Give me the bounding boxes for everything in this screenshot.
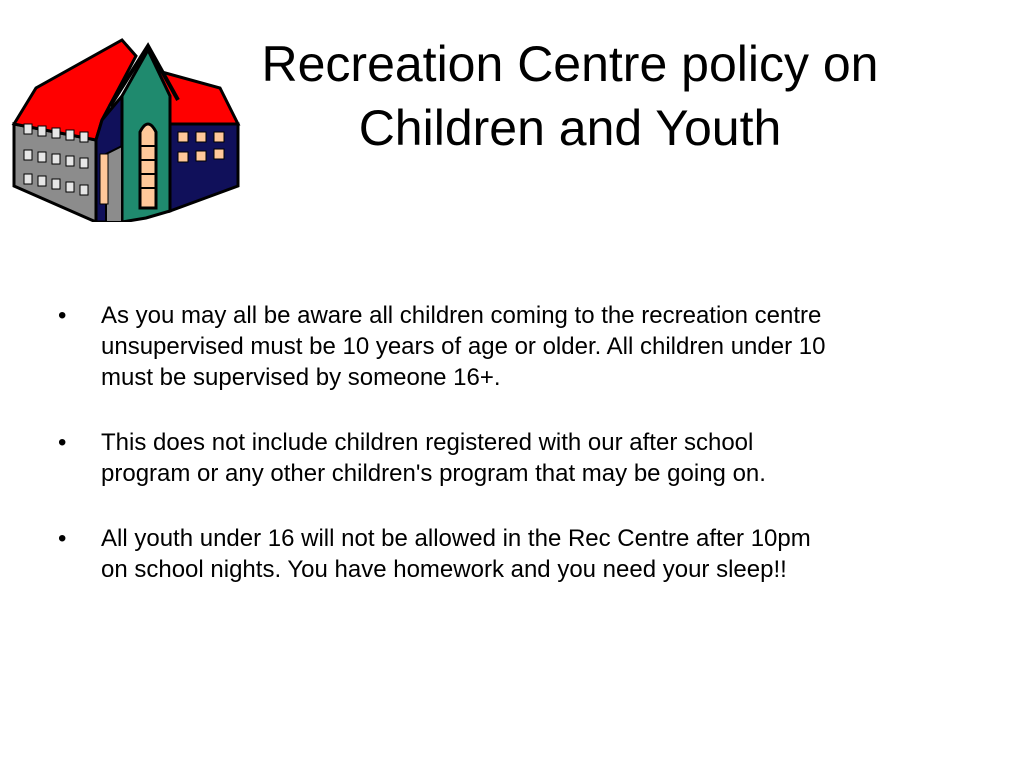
- bullet-line: All youth under 16 will not be allowed in the Rec Centre after 10pm: [101, 525, 811, 552]
- bullet-line: As you may all be aware all children coming to the recreation centre: [101, 302, 822, 329]
- bullet-line: This does not include children registered with our after school: [101, 429, 754, 456]
- bullet-text: [101, 523, 978, 585]
- slide-title: [210, 32, 930, 160]
- bullet-list: [58, 300, 978, 619]
- bullet-item: [58, 427, 978, 489]
- bullet-text: [101, 427, 978, 489]
- bullet-marker: •: [58, 525, 67, 552]
- bullet-marker: •: [58, 302, 67, 329]
- school-building-icon: [10, 36, 242, 222]
- bullet-item: [58, 300, 978, 393]
- bullet-text: [101, 300, 978, 393]
- bullet-line: program or any other children's program that may be going on.: [101, 460, 766, 487]
- bullet-line: on school nights. You have homework and you need your sleep!!: [101, 556, 787, 583]
- title-line-1: Recreation Centre policy on: [261, 36, 879, 92]
- bullet-line: unsupervised must be 10 years of age or older. All children under 10: [101, 333, 826, 360]
- title-line-2: Children and Youth: [358, 100, 782, 156]
- bullet-marker: •: [58, 429, 67, 456]
- bullet-line: must be supervised by someone 16+.: [101, 364, 501, 391]
- bullet-item: [58, 523, 978, 585]
